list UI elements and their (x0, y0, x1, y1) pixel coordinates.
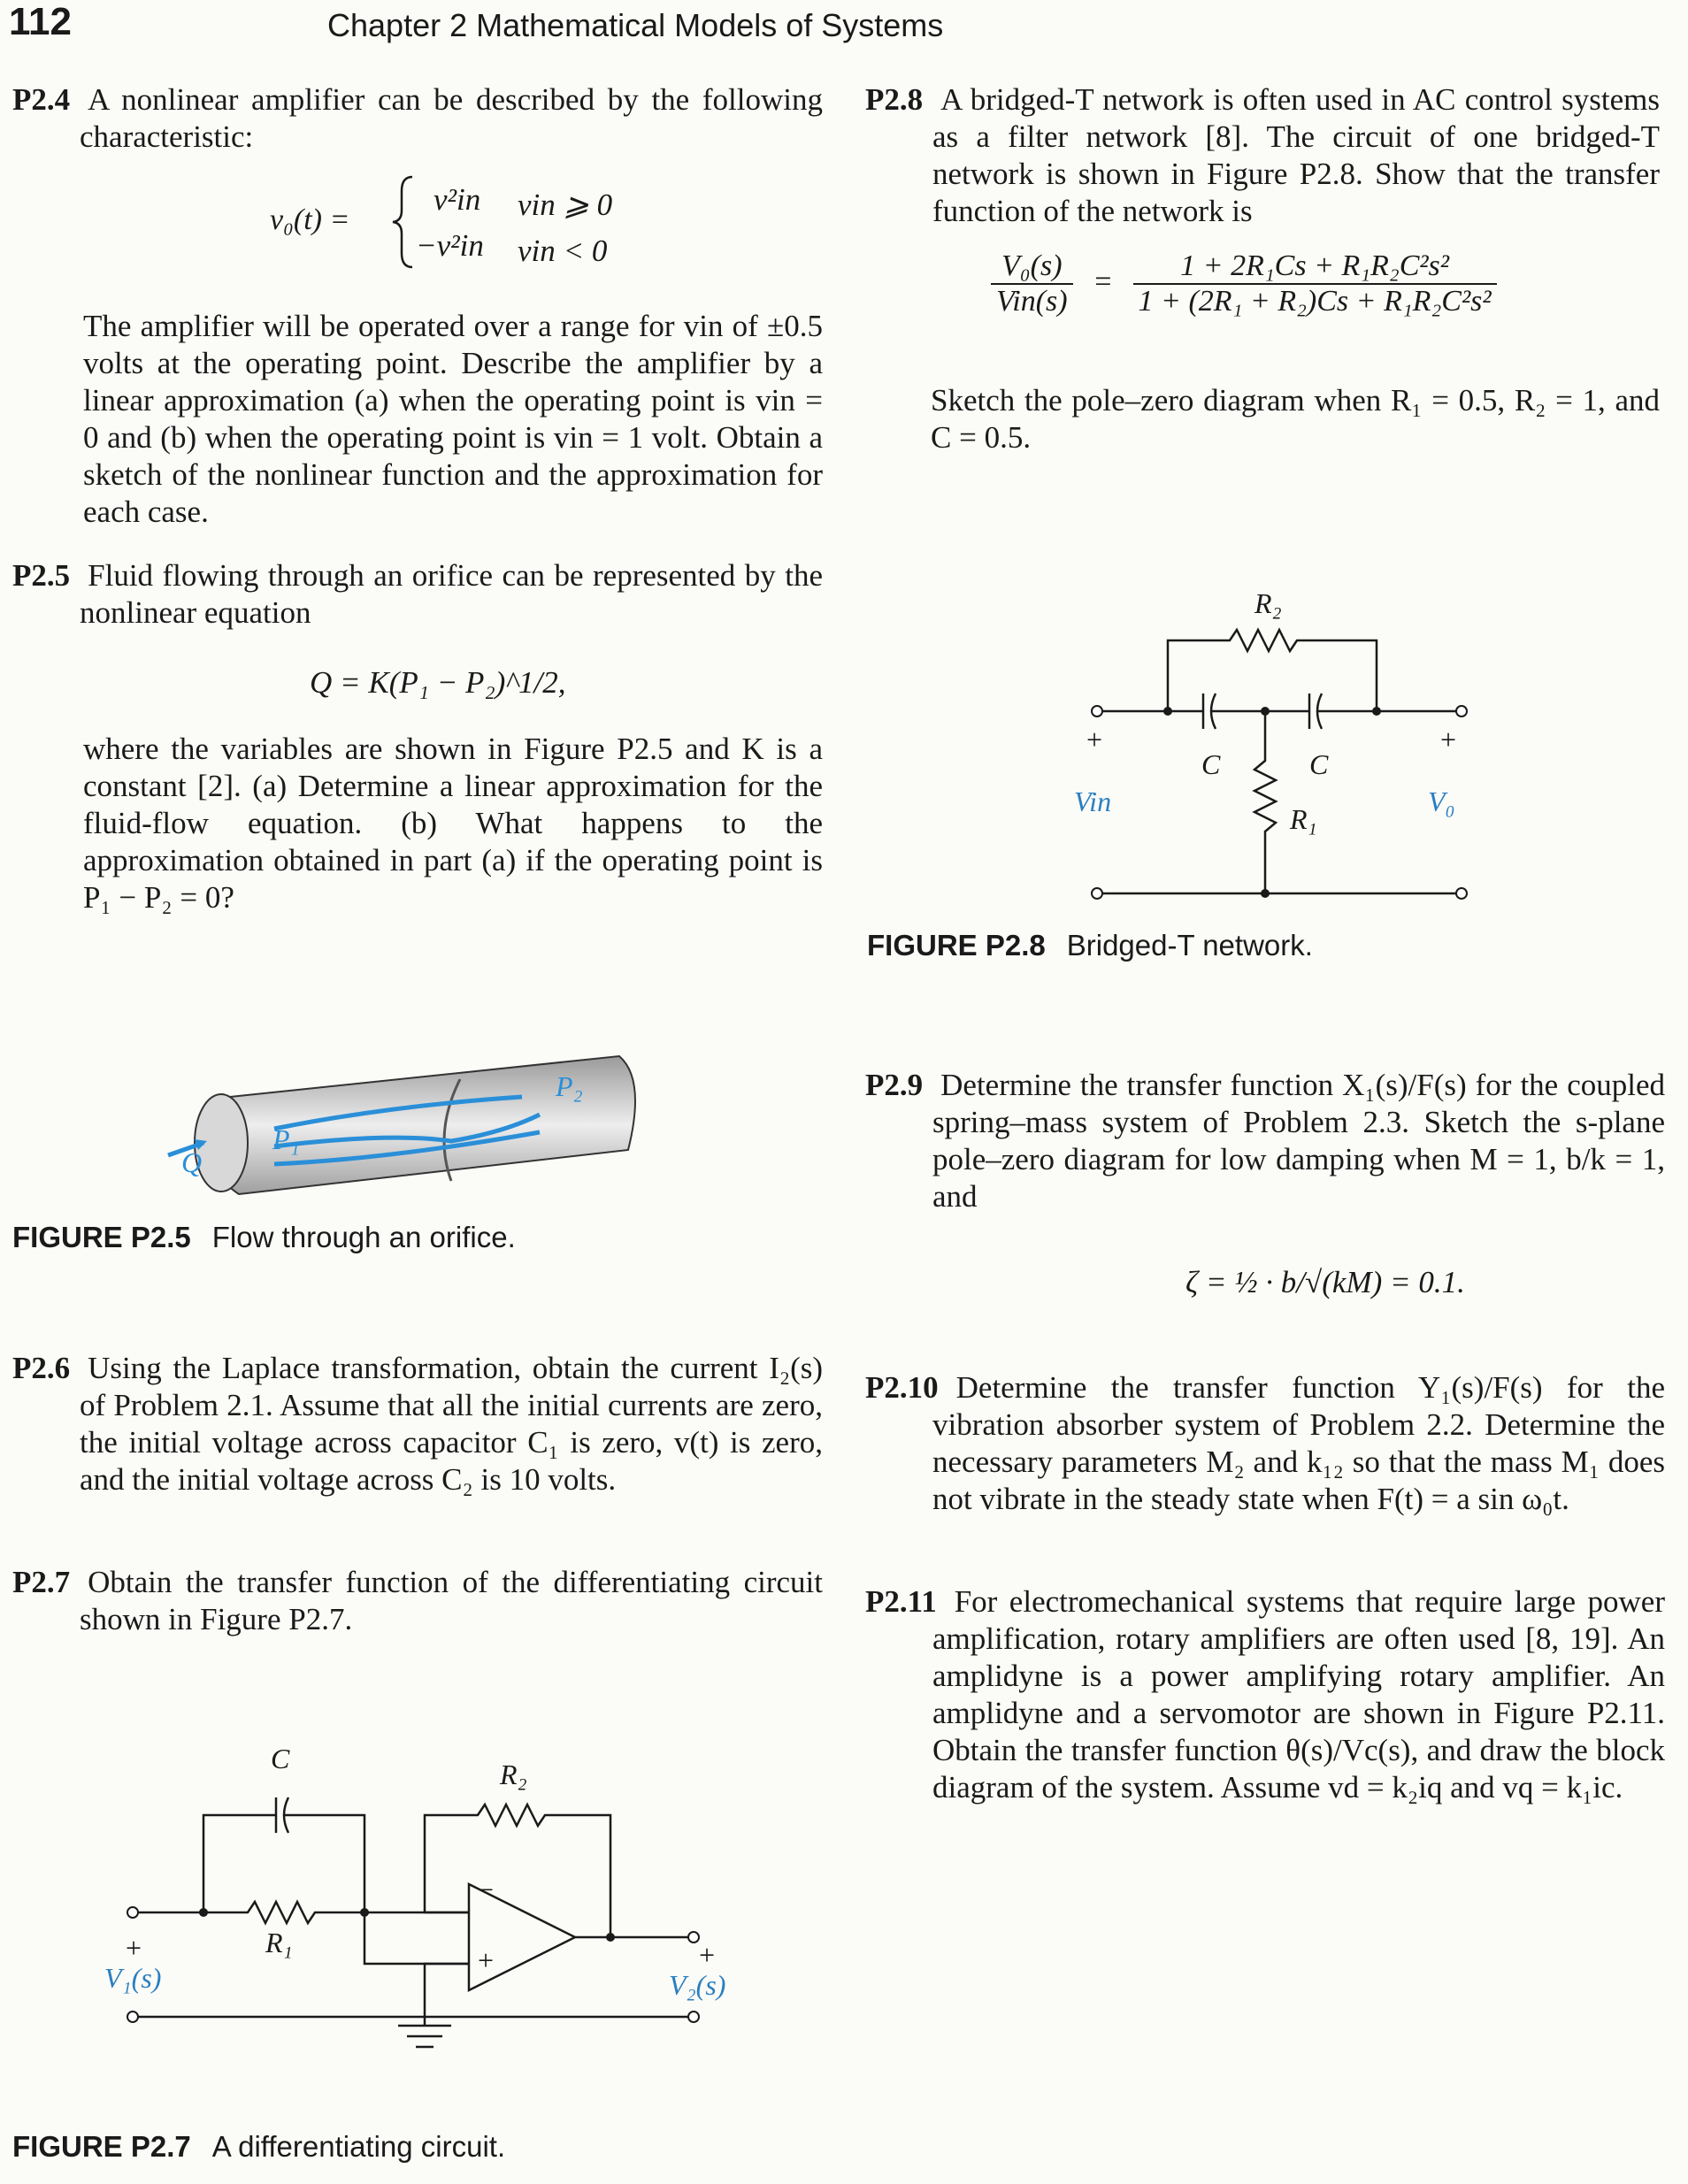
pipe-illustration (168, 1044, 664, 1203)
fig-p28-vo-label: V₀ (1428, 785, 1455, 817)
problem-number: P2.7 (12, 1565, 71, 1599)
fig-p28-in-plus: + (1086, 724, 1103, 755)
problem-text: A bridged-T network is often used in AC control systems as a filter network [8]. The circuit of one bridged-T network is shown in Figure P2.8. Show that the transfer function of the network is (932, 82, 1660, 228)
figure-caption-p25 (12, 1221, 516, 1254)
fig-p25-p2-label: P₂ (556, 1070, 583, 1102)
fig-p27-v2-label: V₂(s) (669, 1969, 726, 2001)
page-number: 112 (9, 0, 72, 43)
problem-number: P2.10 (865, 1370, 939, 1405)
p24-case2-val: −v²in (416, 228, 484, 263)
fig-p27-opamp-minus: − (478, 1874, 495, 1905)
fig-p28-c1-label: C (1201, 748, 1221, 780)
fig-p28-r1-label: R₁ (1290, 803, 1317, 835)
p24-text2: The amplifier will be operated over a range for vin of ±0.5 volts at the operating point. Describe the amplifier by a linear approximation (a) when the operating point is vin = 0 and (b) when the operating point is vin = 1 volt. Obtain a sketch of the nonlinear function and the approximation for each case. (83, 309, 823, 529)
bridged-t-circuit (1079, 619, 1477, 920)
problem-p211 (865, 1583, 1665, 1806)
figure-label: FIGURE P2.8 (867, 929, 1046, 962)
p28-lhs-den: Vin(s) (996, 285, 1068, 318)
p24-brace (389, 173, 416, 271)
problem-text: Using the Laplace transformation, obtain the current I₂(s) of Problem 2.1. Assume that all the initial currents are zero, the initial voltage across capacitor C₁ is zero, v(t) is zero, and the initial voltage across C₂ is 10 volts. (80, 1351, 823, 1497)
fig-p28-c2-label: C (1309, 748, 1329, 780)
p24-case2-cond: vin < 0 (518, 234, 608, 268)
fig-p27-opamp-plus: + (478, 1944, 495, 1976)
fig-p27-out-plus: + (699, 1939, 716, 1971)
p28-text2: Sketch the pole–zero diagram when R₁ = 0.5, R₂ = 1, and C = 0.5. (931, 383, 1660, 455)
fig-p27-c-label: C (271, 1743, 290, 1774)
problem-text: Obtain the transfer function of the differentiating circuit shown in Figure P2.7. (80, 1565, 823, 1636)
problem-p28 (865, 81, 1660, 230)
problem-text: Determine the transfer function X₁(s)/F(s) for the coupled spring–mass system of Problem 2.3. Sketch the s-plane pole–zero diagram for low damping when M = 1, b/k = 1, and (932, 1068, 1665, 1214)
problem-text: Determine the transfer function Y₁(s)/F(s) for the vibration absorber system of Problem 2.2. Determine the necessary parameters M₂ and k₁₂ so that the mass M₁ does not vibrate in the steady state when F(t) = a sin ω₀t. (932, 1370, 1665, 1516)
figure-label: FIGURE P2.7 (12, 2130, 191, 2163)
fig-p27-r2-label: R₂ (500, 1759, 527, 1790)
figure-label: FIGURE P2.5 (12, 1221, 191, 1253)
p29-equation: ζ = ½ · b/√(kM) = 0.1. (1185, 1265, 1465, 1299)
problem-p210 (865, 1369, 1665, 1518)
fig-p28-out-plus: + (1440, 724, 1457, 755)
p24-eq-lhs: v₀(t) = (270, 203, 350, 236)
fig-p27-in-plus: + (126, 1932, 142, 1964)
p24-case1-val: v²in (434, 182, 481, 217)
chapter-title: Chapter 2 Mathematical Models of Systems (327, 7, 944, 43)
problem-p27 (12, 1564, 823, 1638)
p28-rhs-num: 1 + 2R₁Cs + R₁R₂C²s² (1133, 249, 1497, 285)
p28-equation: $\frac{\text{V₀(s)}}{\text{Vin(s)}}$ = $\frac{\text{1 + 2R₁Cs + R₁R₂C²s²}}{\text{1 + (2R₁ + R₂)Cs + R₁R₂C²s²}}$ (991, 249, 1497, 318)
p25-text2: where the variables are shown in Figure P2.5 and K is a constant [2]. (a) Determine a linear approximation for the fluid-flow equation. (b) What happens to the approximation obtained in part (a) if the operating point is P₁ − P₂ = 0? (83, 732, 823, 915)
fig-p28-r2-label: R₂ (1254, 587, 1282, 619)
problem-number: P2.6 (12, 1351, 71, 1385)
fig-p27-r1-label: R₁ (265, 1927, 293, 1958)
problem-text: A nonlinear amplifier can be described by the following characteristic: (80, 82, 823, 154)
figure-caption-p28 (867, 929, 1313, 962)
problem-p26 (12, 1350, 823, 1498)
fig-p27-v1-label: V₁(s) (104, 1962, 162, 1994)
problem-number: P2.5 (12, 558, 71, 593)
fig-p28-vin-label: Vin (1074, 785, 1112, 817)
problem-text: Fluid flowing through an orifice can be represented by the nonlinear equation (80, 558, 823, 630)
problem-p29 (865, 1067, 1665, 1215)
problem-number: P2.4 (12, 82, 71, 117)
fig-p25-p1-label: P₁ (272, 1123, 300, 1155)
p24-case1-cond: vin ⩾ 0 (518, 188, 613, 222)
problem-number: P2.9 (865, 1068, 924, 1102)
figure-caption-text: Bridged-T network. (1066, 929, 1313, 962)
figure-caption-p27 (12, 2130, 505, 2164)
figure-caption-text: Flow through an orifice. (211, 1221, 516, 1253)
problem-p25 (12, 557, 823, 632)
p28-lhs-num: V₀(s) (991, 249, 1073, 285)
figure-caption-text: A differentiating circuit. (211, 2130, 506, 2163)
differentiating-circuit (115, 1787, 734, 2070)
problem-number: P2.8 (865, 82, 924, 117)
fig-p25-q-label: Q (181, 1146, 203, 1178)
p28-rhs-den: 1 + (2R₁ + R₂)Cs + R₁R₂C²s² (1138, 285, 1492, 318)
problem-text: For electromechanical systems that require large power amplification, rotary amplifiers are often used [8, 19]. An amplidyne is a power amplifying rotary amplifier. An amplidyne and a servomotor are shown in Figure P2.11. Obtain the transfer function θ(s)/Vc(s), and draw the block diagram of the system. Assume vd = k₂iq and vq = k₁ic. (932, 1584, 1665, 1805)
problem-number: P2.11 (865, 1584, 937, 1619)
p25-eq: Q = K(P₁ − P₂)^1/2, (310, 665, 566, 700)
problem-p24 (12, 81, 823, 156)
